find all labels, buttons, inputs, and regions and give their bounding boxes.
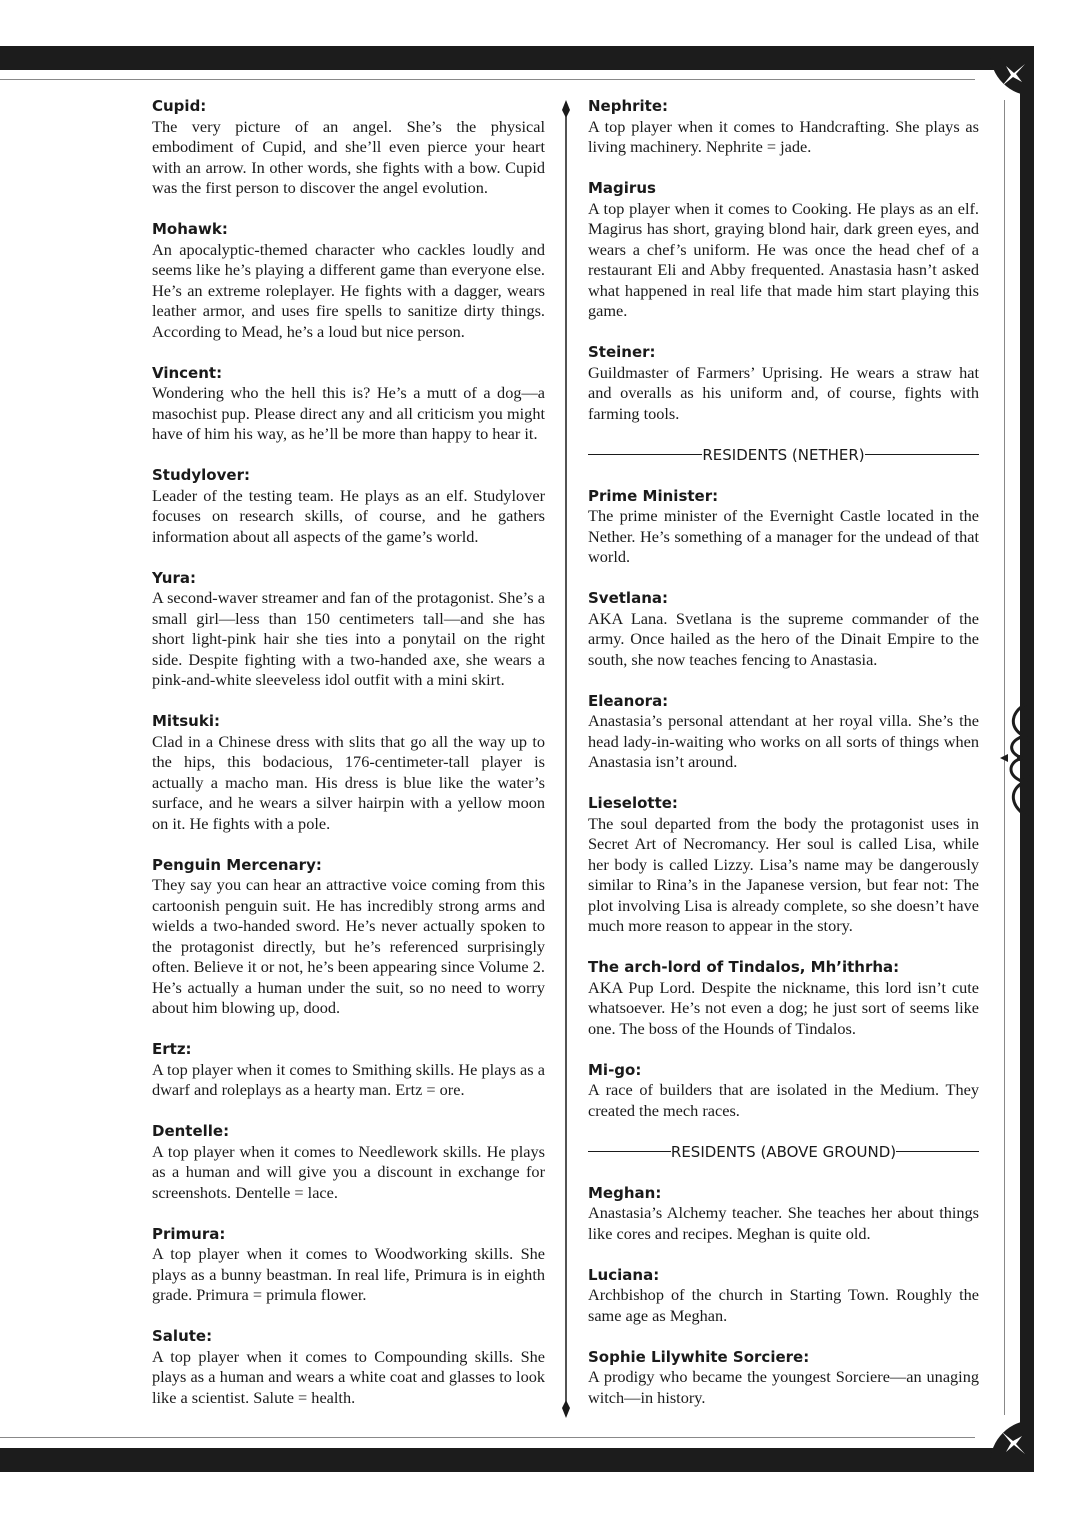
entry-desc: AKA Pup Lord. Despite the nickname, this lord isn’t cute whatsoever. He’s not even a dog; he just sort of seems like one. The boss of the Hounds of Tindalos. [588, 977, 979, 1038]
left-column [152, 96, 545, 1429]
entry-steiner [588, 342, 979, 424]
entry-desc: The prime minister of the Evernight Castle located in the Nether. He’s something of a manager for the undead of that world. [588, 506, 979, 566]
frame-top-rule [0, 79, 975, 80]
entry-name: Mohawk: [152, 220, 228, 238]
entry-name: Svetlana: [588, 589, 668, 607]
entry-name: Vincent: [152, 363, 223, 382]
entry-name: Mitsuki: [152, 712, 220, 730]
entry-name: Dentelle: [152, 1122, 230, 1140]
entry-desc: A second-waver streamer and fan of the protagonist. She’s a small girl—less than 150 centimeters tall—and she has short light-pink hair she ties into a ponytail on the right side. Despite fighting with a two-handed axe, she wears a pink-and-white sleeveless idol outfit with a mini skirt. [152, 588, 545, 689]
corner-top-right [990, 52, 1034, 96]
entry-dentelle [152, 1121, 545, 1203]
entry-name: Yura: [152, 568, 196, 587]
entry-desc: Leader of the testing team. He plays as an elf. Studylover focuses on research skills, of course, and he gathers information about all aspects of the game’s world. [152, 485, 545, 546]
column-divider-icon [565, 100, 567, 1418]
frame-bottom-rule [0, 1437, 975, 1438]
right-column [588, 96, 979, 1429]
entry-desc: Anastasia’s personal attendant at her royal villa. She’s the head lady-in-waiting who works on all sorts of things when Anastasia isn’t around. [588, 711, 979, 771]
entry-yura [152, 568, 545, 691]
entry-name: The arch-lord of Tindalos, Mh’ithrha: [588, 958, 900, 976]
entry-sophie [588, 1347, 979, 1409]
section-header-nether [588, 445, 979, 466]
entry-desc: A top player when it comes to Handcrafting. She plays as living machinery. Nephrite = jade. [588, 116, 979, 156]
entry-name: Salute: [152, 1327, 213, 1345]
entry-desc: An apocalyptic-themed character who cackles loudly and seems like he’s playing a different game than everyone else. He’s an extreme roleplayer. He fights with a dagger, wears leather armor, and uses fire spells to sanitize dirty things. According to Mead, he’s a loud but nice person. [152, 239, 545, 341]
entry-magirus [588, 178, 979, 322]
entry-desc: The very picture of an angel. She’s the physical embodiment of Cupid, and she’ll even pierce your heart with an arrow. In other words, she fights with a bow. Cupid was the first person to discover the angel evolution. [152, 116, 545, 197]
section-rule [588, 1151, 671, 1152]
entry-vincent [152, 363, 545, 445]
star-flourish-icon [998, 1428, 1028, 1458]
corner-bottom-right [990, 1420, 1034, 1464]
entry-luciana [588, 1265, 979, 1327]
section-rule [588, 454, 702, 455]
entry-primura [152, 1224, 545, 1306]
scroll-ornament-icon [1000, 700, 1034, 820]
entry-name: Cupid: [152, 97, 207, 115]
entry-name: Primura: [152, 1224, 226, 1243]
section-title: RESIDENTS (ABOVE GROUND) [670, 1142, 897, 1161]
entry-desc: A top player when it comes to Woodworking skills. She plays as a bunny beastman. In real life, Primura is in eighth grade. Primura = primula flower. [152, 1244, 545, 1304]
entry-desc: Guildmaster of Farmers’ Uprising. He wears a straw hat and overalls as his uniform and, of course, fights with farming tools. [588, 362, 979, 423]
section-rule [896, 1151, 979, 1152]
frame-top-bar [0, 46, 1034, 70]
entry-mohawk [152, 219, 545, 342]
entry-studylover [152, 465, 545, 547]
entry-salute [152, 1326, 545, 1408]
entry-desc: A top player when it comes to Compounding skills. She plays as a human and wears a white coat and glasses to look like a scientist. Salute = health. [152, 1346, 545, 1407]
entry-name: Luciana: [588, 1265, 660, 1284]
entry-desc: A race of builders that are isolated in the Medium. They created the mech races. [588, 1080, 979, 1120]
section-rule [865, 454, 979, 455]
entry-name: Studylover: [152, 466, 250, 484]
entry-svetlana [588, 588, 979, 670]
frame-bottom-bar [0, 1448, 1034, 1472]
entry-penguin-mercenary [152, 855, 545, 1019]
star-flourish-icon [998, 60, 1028, 90]
entry-name: Ertz: [152, 1040, 192, 1058]
entry-desc: A top player when it comes to Smithing skills. He plays as a dwarf and roleplays as a hearty man. Ertz = ore. [152, 1059, 545, 1099]
entry-nephrite [588, 96, 979, 158]
entry-desc: AKA Lana. Svetlana is the supreme commander of the army. Once hailed as the hero of the Dinait Empire to the south, she now teaches fencing to Anastasia. [588, 608, 979, 669]
entry-name: Lieselotte: [588, 794, 678, 812]
entry-prime-minister [588, 486, 979, 568]
entry-name: Meghan: [588, 1183, 662, 1202]
entry-name: Steiner: [588, 343, 656, 361]
section-title: RESIDENTS (NETHER) [702, 445, 865, 464]
entry-name: Eleanora: [588, 691, 669, 710]
entry-desc: Archbishop of the church in Starting Town. Roughly the same age as Meghan. [588, 1285, 979, 1325]
entry-ertz [152, 1039, 545, 1101]
entry-eleanora [588, 691, 979, 773]
entry-name: Sophie Lilywhite Sorciere: [588, 1347, 810, 1366]
entry-arch-lord-tindalos [588, 957, 979, 1039]
entry-name: Nephrite: [588, 97, 669, 115]
entry-desc: The soul departed from the body the protagonist uses in Secret Art of Necromancy. Her soul is called Lisa, while her body is called Lizzy. Lisa’s name may be dangerously similar to Rina’s in the Japanese version, but fear not: The plot involving Lisa is already complete, so she doesn’t have much more reason to appear in the story. [588, 813, 979, 935]
entry-desc: Wondering who the hell this is? He’s a mutt of a dog—a masochist pup. Please direct any and all criticism you might have of him his way, as he’ll be more than happy to hear it. [152, 383, 545, 443]
entry-lieselotte [588, 793, 979, 937]
entry-desc: A top player when it comes to Needlework skills. He plays as a human and will give you a discount in exchange for screenshots. Dentelle = lace. [152, 1141, 545, 1202]
entry-mitsuki [152, 711, 545, 834]
entry-name: Magirus [588, 179, 656, 197]
entry-desc: Clad in a Chinese dress with slits that go all the way up to the hips, this bodacious, 176-centimeter-tall player is actually a macho man. His dress is blue like the water’s surface, and he wears a silver hairpin with a yellow moon on it. He fights with a pole. [152, 731, 545, 833]
entry-meghan [588, 1183, 979, 1245]
entry-name: Penguin Mercenary: [152, 855, 322, 874]
entry-desc: Anastasia’s Alchemy teacher. She teaches her about things like cores and recipes. Meghan is quite old. [588, 1203, 979, 1243]
section-header-above-ground [588, 1142, 979, 1163]
entry-name: Mi-go: [588, 1060, 642, 1079]
entry-desc: A prodigy who became the youngest Sorciere—an unaging witch—in history. [588, 1367, 979, 1407]
entry-cupid [152, 96, 545, 199]
entry-desc: A top player when it comes to Cooking. He plays as an elf. Magirus has short, graying blond hair, dark green eyes, and wears a chef’s uniform. He was once the head chef of a restaurant Eli and Abby frequented. Anastasia hasn’t asked what happened in real life that made him start playing this game. [588, 198, 979, 320]
entry-name: Prime Minister: [588, 486, 719, 505]
entry-mi-go [588, 1060, 979, 1122]
entry-desc: They say you can hear an attractive voice coming from this cartoonish penguin suit. He has incredibly strong arms and wields a two-handed sword. He’s never actually spoken to the protagonist directly, but he’s referenced surprisingly often. Believe it or not, he’s been appearing since Volume 2. He’s actually a human under the suit, so no need to worry about him blowing up, dood. [152, 875, 545, 1017]
